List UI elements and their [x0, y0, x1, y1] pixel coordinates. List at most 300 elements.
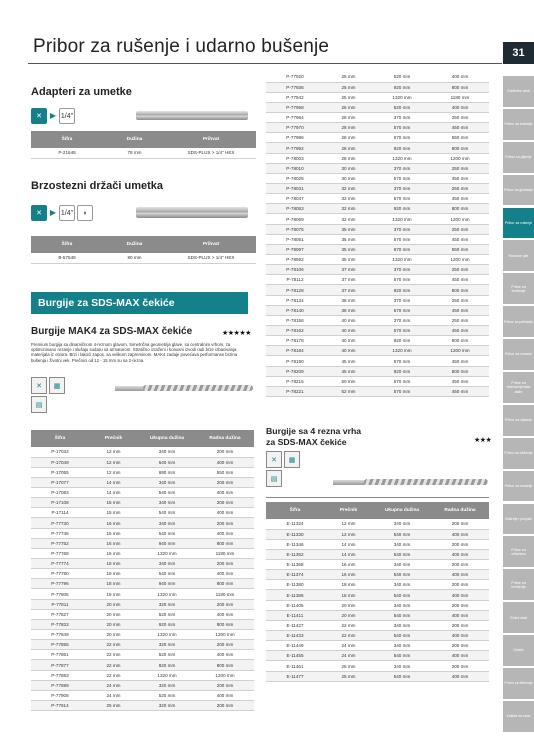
- table-header-row: [31, 430, 254, 447]
- table-cell: P-77768: [31, 548, 89, 558]
- table-cell: 200 mm: [431, 560, 489, 570]
- section-banner: Burgije za SDS-MAX čekiće: [31, 292, 248, 314]
- table-cell: 920 mm: [373, 82, 431, 92]
- table-cell: P-78053: [266, 204, 324, 214]
- header-divider: [28, 63, 502, 64]
- table-cell: 520 mm: [138, 609, 196, 619]
- table-cell: 1200 mm: [431, 214, 489, 224]
- side-tab[interactable]: Pribor za bušenje: [503, 109, 534, 140]
- table-cell: 340 mm: [138, 518, 196, 528]
- table-cell: P-77992: [266, 143, 324, 153]
- table-cell: 200 mm: [431, 620, 489, 630]
- table-cell: 920 mm: [373, 143, 431, 153]
- four-cut-title-line1: Burgije sa 4 rezna vrha: [266, 426, 362, 436]
- table-cell: 940 mm: [138, 579, 196, 589]
- table-cell: 540 mm: [373, 549, 431, 559]
- table-cell: P-77861: [31, 650, 89, 660]
- table-cell: 18 mm: [324, 590, 373, 600]
- table-cell: 920 mm: [373, 204, 431, 214]
- table-cell: P-77811: [31, 599, 89, 609]
- table-cell: 200 mm: [431, 641, 489, 651]
- table-cell: E-11380: [266, 580, 324, 590]
- brick-icon: ▤: [31, 396, 47, 413]
- table-cell: 24 mm: [324, 651, 373, 661]
- page-header: [0, 0, 534, 64]
- sds-plus-icon: ✕: [31, 108, 47, 124]
- table-cell: P-77855: [31, 640, 89, 650]
- table-cell: 200 mm: [431, 539, 489, 549]
- table-row: [266, 376, 489, 386]
- table-cell: 28 mm: [324, 113, 373, 123]
- table-cell: P-77774: [31, 559, 89, 569]
- concrete-icon: ▦: [284, 451, 300, 468]
- table-row: [266, 315, 489, 325]
- table-cell: 340 mm: [373, 560, 431, 570]
- table-row: [266, 214, 489, 224]
- table-row: [31, 670, 254, 680]
- four-cut-rating-stars: ★★★: [474, 437, 492, 444]
- table-cell: 35 mm: [324, 224, 373, 234]
- table-cell: 12 mm: [89, 467, 138, 477]
- col-duzina: Dužina: [103, 236, 166, 253]
- table-cell: P-78010: [266, 163, 324, 173]
- table-cell: P-17033: [31, 447, 89, 457]
- table-cell: 370 mm: [373, 315, 431, 325]
- table-cell: 35 mm: [324, 255, 373, 265]
- table-row: [266, 366, 489, 376]
- side-tab[interactable]: Pribor za glodanje: [503, 175, 534, 206]
- table-cell: E-11405: [266, 600, 324, 610]
- table-cell: 540 mm: [373, 529, 431, 539]
- table-cell: 540 mm: [373, 590, 431, 600]
- table-cell: 540 mm: [373, 570, 431, 580]
- table-cell: P-21646: [31, 148, 103, 158]
- table-cell: 20 mm: [324, 600, 373, 610]
- table-cell: 570 mm: [373, 305, 431, 315]
- side-tab[interactable]: Pribor za rezanje: [503, 339, 534, 370]
- table-cell: 16 mm: [89, 538, 138, 548]
- side-tab[interactable]: Pribor za stolariju: [503, 471, 534, 502]
- table-cell: 340 mm: [138, 498, 196, 508]
- table-cell: 450 mm: [431, 173, 489, 183]
- table-cell: P-17114: [31, 508, 89, 518]
- table-cell: 25 mm: [324, 82, 373, 92]
- table-row: [266, 631, 489, 641]
- table-cell: 22 mm: [324, 620, 373, 630]
- table-cell: 670 mm: [373, 133, 431, 143]
- table-cell: E-11368: [266, 560, 324, 570]
- table-cell: P-77914: [31, 701, 89, 711]
- table-cell: 520 mm: [138, 690, 196, 700]
- table-cell: 800 mm: [196, 538, 254, 548]
- col-duzina: Dužina: [103, 131, 166, 148]
- table-cell: 570 mm: [373, 123, 431, 133]
- table-row: [31, 548, 254, 558]
- table-cell: 400 mm: [196, 508, 254, 518]
- table-cell: E-11352: [266, 549, 324, 559]
- table-cell: 250 mm: [431, 224, 489, 234]
- table-cell: P-77796: [31, 579, 89, 589]
- table-cell: P-78075: [266, 224, 324, 234]
- table-cell: 520 mm: [373, 102, 431, 112]
- four-cut-title: [266, 426, 361, 447]
- table-cell: 37 mm: [324, 285, 373, 295]
- table-cell: 570 mm: [373, 194, 431, 204]
- table-cell: 28 mm: [324, 133, 373, 143]
- table-cell: 320 mm: [138, 680, 196, 690]
- table-row: [31, 447, 254, 457]
- table-cell: 340 mm: [373, 580, 431, 590]
- table-cell: 50 mm: [324, 376, 373, 386]
- table-cell: 690 mm: [138, 467, 196, 477]
- table-row: [31, 640, 254, 650]
- table-cell: 1180 mm: [431, 92, 489, 102]
- table-cell: 26 mm: [324, 102, 373, 112]
- table-cell: 12 mm: [89, 457, 138, 467]
- table-row: [266, 600, 489, 610]
- col-sifra: Šifra: [31, 236, 103, 253]
- table-row: [266, 184, 489, 194]
- table-cell: 250 mm: [431, 184, 489, 194]
- table-cell: E-11324: [266, 519, 324, 529]
- table-cell: 540 mm: [138, 528, 196, 538]
- table-cell: 400 mm: [196, 569, 254, 579]
- table-cell: P-77958: [266, 102, 324, 112]
- table-row: [266, 580, 489, 590]
- table-cell: P-17108: [31, 498, 89, 508]
- table-cell: 37 mm: [324, 275, 373, 285]
- table-cell: 540 mm: [373, 631, 431, 641]
- table-cell: 800 mm: [431, 143, 489, 153]
- table-row: [266, 82, 489, 92]
- four-cut-title-line2: za SDS-MAX čekiće: [266, 436, 347, 447]
- table-row: [31, 559, 254, 569]
- table-cell: 920 mm: [373, 336, 431, 346]
- table-cell: 570 mm: [373, 376, 431, 386]
- table-cell: P-78047: [266, 194, 324, 204]
- mak4-title: Burgije MAK4 za SDS-MAX čekiće: [31, 326, 193, 337]
- table-row: [266, 234, 489, 244]
- table-cell: P-77908: [31, 690, 89, 700]
- table-cell: 22 mm: [89, 670, 138, 680]
- table-cell: 24 mm: [89, 680, 138, 690]
- table-cell: 24 mm: [324, 641, 373, 651]
- table-cell: 400 mm: [196, 528, 254, 538]
- table-row: [31, 148, 256, 158]
- table-cell: 340 mm: [373, 539, 431, 549]
- table-cell: P-77752: [31, 538, 89, 548]
- table-row: [31, 498, 254, 508]
- table-cell: 20 mm: [89, 630, 138, 640]
- table-cell: 1320 mm: [138, 670, 196, 680]
- table-row: [266, 123, 489, 133]
- table-row: [31, 619, 254, 629]
- table-cell: 1320 mm: [373, 346, 431, 356]
- table-cell: 340 mm: [138, 559, 196, 569]
- table-cell: P-17049: [31, 457, 89, 467]
- table-row: [266, 275, 489, 285]
- table-cell: 16 mm: [324, 560, 373, 570]
- table-row: [31, 589, 254, 599]
- table-row: [31, 690, 254, 700]
- side-tab[interactable]: Pribor za vijčanje: [503, 405, 534, 436]
- table-cell: P-77730: [31, 518, 89, 528]
- col-ukupna-duzina: Ukupna dužina: [373, 502, 431, 519]
- table-cell: 40 mm: [324, 315, 373, 325]
- table-cell: 38 mm: [324, 305, 373, 315]
- table-row: [266, 641, 489, 651]
- table-cell: 200 mm: [196, 559, 254, 569]
- table-cell: 540 mm: [373, 651, 431, 661]
- sds-max-icon: ✕: [266, 451, 282, 468]
- table-cell: E-11386: [266, 590, 324, 600]
- table-cell: 570 mm: [373, 356, 431, 366]
- table-cell: 22 mm: [324, 631, 373, 641]
- table-cell: 16 mm: [89, 548, 138, 558]
- mak4-drill-image: [143, 385, 253, 391]
- side-tab[interactable]: Ručni alati: [503, 602, 534, 633]
- quick-holders-table: [31, 236, 256, 264]
- hex-quarter-icon: 1/4": [59, 108, 75, 124]
- side-tab[interactable]: Električni alati: [503, 76, 534, 107]
- table-cell: 200 mm: [431, 600, 489, 610]
- table-cell: 35 mm: [324, 234, 373, 244]
- table-row: [266, 651, 489, 661]
- side-tab[interactable]: Pribor za poliranje: [503, 306, 534, 337]
- side-tab[interactable]: Pribor za višenamjenske alate: [503, 372, 534, 403]
- table-cell: 340 mm: [373, 519, 431, 529]
- table-cell: 16 mm: [324, 570, 373, 580]
- table-header-row: [31, 236, 256, 253]
- table-cell: E-11330: [266, 529, 324, 539]
- side-tab[interactable]: Ostalo: [503, 635, 534, 666]
- table-cell: 570 mm: [373, 234, 431, 244]
- table-cell: 940 mm: [138, 538, 196, 548]
- side-tab[interactable]: Krunske pile: [503, 240, 534, 271]
- table-cell: 20 mm: [89, 619, 138, 629]
- table-row: [266, 133, 489, 143]
- table-row: [266, 102, 489, 112]
- table-cell: 80 mm: [103, 253, 166, 263]
- table-cell: 920 mm: [373, 366, 431, 376]
- table-cell: 540 mm: [373, 610, 431, 620]
- table-cell: 670 mm: [373, 244, 431, 254]
- table-cell: 32 mm: [324, 184, 373, 194]
- adapters-table: [31, 131, 256, 159]
- mak4-continued-table: [266, 72, 489, 397]
- mak4-description: Premium burgija sa dinamičnom 4-reznom glavom. Simetrična geometrija glave, sa centralnim vrhom, za optimizovano rezanje i slušaju sudaru sa armaturom. Stratično izraženi i konusni izvodi radi brze izbacivanja materijala iz otvora. Brzi i lakoći zapos. sa velikom zapreminom. MAK4 zadaje povećava performanse brzina bušenja i životni vek. Prečnici od 12 - 15 mm su sa 2-rezna.: [31, 342, 238, 363]
- table-cell: 40 mm: [324, 336, 373, 346]
- magnet-icon: ◗: [77, 205, 93, 221]
- table-cell: 250 mm: [431, 295, 489, 305]
- table-cell: 200 mm: [431, 519, 489, 529]
- table-cell: 340 mm: [373, 600, 431, 610]
- table-cell: 12 mm: [324, 519, 373, 529]
- side-tab[interactable]: Pribor za oštrenje: [503, 438, 534, 469]
- table-cell: P-77877: [31, 660, 89, 670]
- table-cell: P-78140: [266, 305, 324, 315]
- mak4-table: [31, 430, 254, 711]
- table-cell: 340 mm: [373, 641, 431, 651]
- table-cell: 14 mm: [324, 549, 373, 559]
- table-row: [31, 609, 254, 619]
- table-cell: 450 mm: [431, 123, 489, 133]
- table-header-row: [266, 502, 489, 519]
- table-cell: E-11433: [266, 631, 324, 641]
- table-cell: 540 mm: [138, 508, 196, 518]
- table-row: [266, 244, 489, 254]
- table-cell: P-77883: [31, 670, 89, 680]
- side-tab[interactable]: Baterije i punjači: [503, 504, 534, 535]
- table-cell: 450 mm: [431, 386, 489, 396]
- table-cell: 14 mm: [324, 539, 373, 549]
- side-tab[interactable]: Pribor za vrtlarstvo: [503, 536, 534, 567]
- table-cell: 200 mm: [196, 640, 254, 650]
- table-cell: 12 mm: [89, 447, 138, 457]
- table-cell: 320 mm: [138, 701, 196, 711]
- side-tab[interactable]: Pribor za čišćenje: [503, 668, 534, 699]
- table-cell: 200 mm: [196, 447, 254, 457]
- table-cell: 450 mm: [431, 275, 489, 285]
- table-cell: 1200 mm: [196, 670, 254, 680]
- table-cell: 1200 mm: [431, 153, 489, 163]
- col-precnik: Prečnik: [89, 430, 138, 447]
- col-sifra: Šifra: [31, 131, 103, 148]
- table-row: [31, 253, 256, 263]
- table-cell: 920 mm: [138, 660, 196, 670]
- table-cell: 450 mm: [431, 356, 489, 366]
- table-cell: 400 mm: [196, 488, 254, 498]
- table-row: [266, 255, 489, 265]
- table-cell: 16 mm: [89, 518, 138, 528]
- table-cell: P-78178: [266, 336, 324, 346]
- table-cell: 370 mm: [373, 265, 431, 275]
- table-cell: E-11455: [266, 651, 324, 661]
- table-cell: 800 mm: [196, 579, 254, 589]
- page-title: Pribor za rušenje i udarno bušenje: [33, 36, 330, 57]
- table-row: [266, 113, 489, 123]
- table-cell: 920 mm: [138, 619, 196, 629]
- table-cell: P-78031: [266, 184, 324, 194]
- table-cell: 370 mm: [373, 295, 431, 305]
- table-cell: 200 mm: [431, 580, 489, 590]
- table-cell: 30 mm: [324, 163, 373, 173]
- table-cell: E-11374: [266, 570, 324, 580]
- table-cell: 450 mm: [431, 305, 489, 315]
- table-cell: E-11346: [266, 539, 324, 549]
- table-cell: 22 mm: [89, 640, 138, 650]
- table-cell: P-77746: [31, 528, 89, 538]
- table-row: [266, 72, 489, 82]
- table-cell: 400 mm: [431, 570, 489, 580]
- mak4-rating-stars: ★★★★★: [222, 330, 251, 337]
- table-cell: 25 mm: [324, 661, 373, 671]
- table-cell: 32 mm: [324, 204, 373, 214]
- table-row: [266, 326, 489, 336]
- table-cell: 400 mm: [431, 72, 489, 82]
- table-row: [266, 92, 489, 102]
- drill-shank-image: [115, 386, 145, 391]
- side-tab[interactable]: Pribor za piljenje: [503, 142, 534, 173]
- table-cell: B-57548: [31, 253, 103, 263]
- table-row: [266, 620, 489, 630]
- table-row: [266, 529, 489, 539]
- table-row: [31, 467, 254, 477]
- col-precnik: Prečnik: [324, 502, 373, 519]
- side-tab[interactable]: Zaštita na radu: [503, 701, 534, 732]
- table-cell: P-78215: [266, 376, 324, 386]
- table-cell: P-78209: [266, 366, 324, 376]
- table-cell: 400 mm: [431, 590, 489, 600]
- table-cell: 250 mm: [431, 163, 489, 173]
- table-row: [266, 610, 489, 620]
- sds-max-icon: ✕: [31, 377, 47, 394]
- table-cell: 400 mm: [431, 529, 489, 539]
- table-cell: 1200 mm: [431, 255, 489, 265]
- table-row: [266, 143, 489, 153]
- table-cell: 450 mm: [431, 234, 489, 244]
- table-cell: SDS-PLUS > 1/4" HEX: [166, 253, 256, 263]
- table-cell: 550 mm: [196, 467, 254, 477]
- side-tab[interactable]: Pribor za rušenje: [503, 208, 534, 239]
- table-cell: E-11477: [266, 671, 324, 681]
- col-prihvat: Prihvat: [166, 131, 256, 148]
- table-cell: E-11449: [266, 641, 324, 651]
- table-cell: P-78190: [266, 356, 324, 366]
- table-row: [266, 173, 489, 183]
- col-radna-duzina: Radna dužina: [431, 502, 489, 519]
- table-cell: P-77964: [266, 113, 324, 123]
- table-header-row: [31, 131, 256, 148]
- table-cell: P-78025: [266, 173, 324, 183]
- table-cell: 37 mm: [324, 265, 373, 275]
- table-cell: 340 mm: [373, 661, 431, 671]
- quick-holders-badges: [31, 205, 93, 221]
- table-cell: 250 mm: [431, 113, 489, 123]
- quick-holder-image: [136, 207, 248, 218]
- table-cell: 200 mm: [431, 661, 489, 671]
- col-prihvat: Prihvat: [166, 236, 256, 253]
- table-cell: 1320 mm: [373, 153, 431, 163]
- side-tab[interactable]: Pribor za lemljenje: [503, 569, 534, 600]
- table-cell: 18 mm: [89, 589, 138, 599]
- drill-shank-image: [333, 480, 365, 485]
- table-cell: E-11411: [266, 610, 324, 620]
- table-cell: 30 mm: [324, 173, 373, 183]
- table-cell: 18 mm: [324, 580, 373, 590]
- table-row: [266, 153, 489, 163]
- table-cell: 40 mm: [324, 346, 373, 356]
- table-cell: 45 mm: [324, 356, 373, 366]
- table-cell: P-77986: [266, 133, 324, 143]
- table-row: [266, 346, 489, 356]
- table-cell: P-78112: [266, 275, 324, 285]
- table-cell: 570 mm: [373, 173, 431, 183]
- table-cell: P-78081: [266, 234, 324, 244]
- table-cell: P-78592: [266, 255, 324, 265]
- table-cell: 320 mm: [138, 599, 196, 609]
- table-cell: 570 mm: [373, 275, 431, 285]
- table-row: [31, 650, 254, 660]
- table-cell: 15 mm: [89, 508, 138, 518]
- concrete-icon: ▦: [49, 377, 65, 394]
- side-tab[interactable]: Pribor za brušenje: [503, 273, 534, 304]
- table-row: [31, 457, 254, 467]
- table-cell: 370 mm: [373, 113, 431, 123]
- table-cell: 540 mm: [373, 671, 431, 681]
- table-cell: 540 mm: [138, 569, 196, 579]
- table-cell: P-77833: [31, 619, 89, 629]
